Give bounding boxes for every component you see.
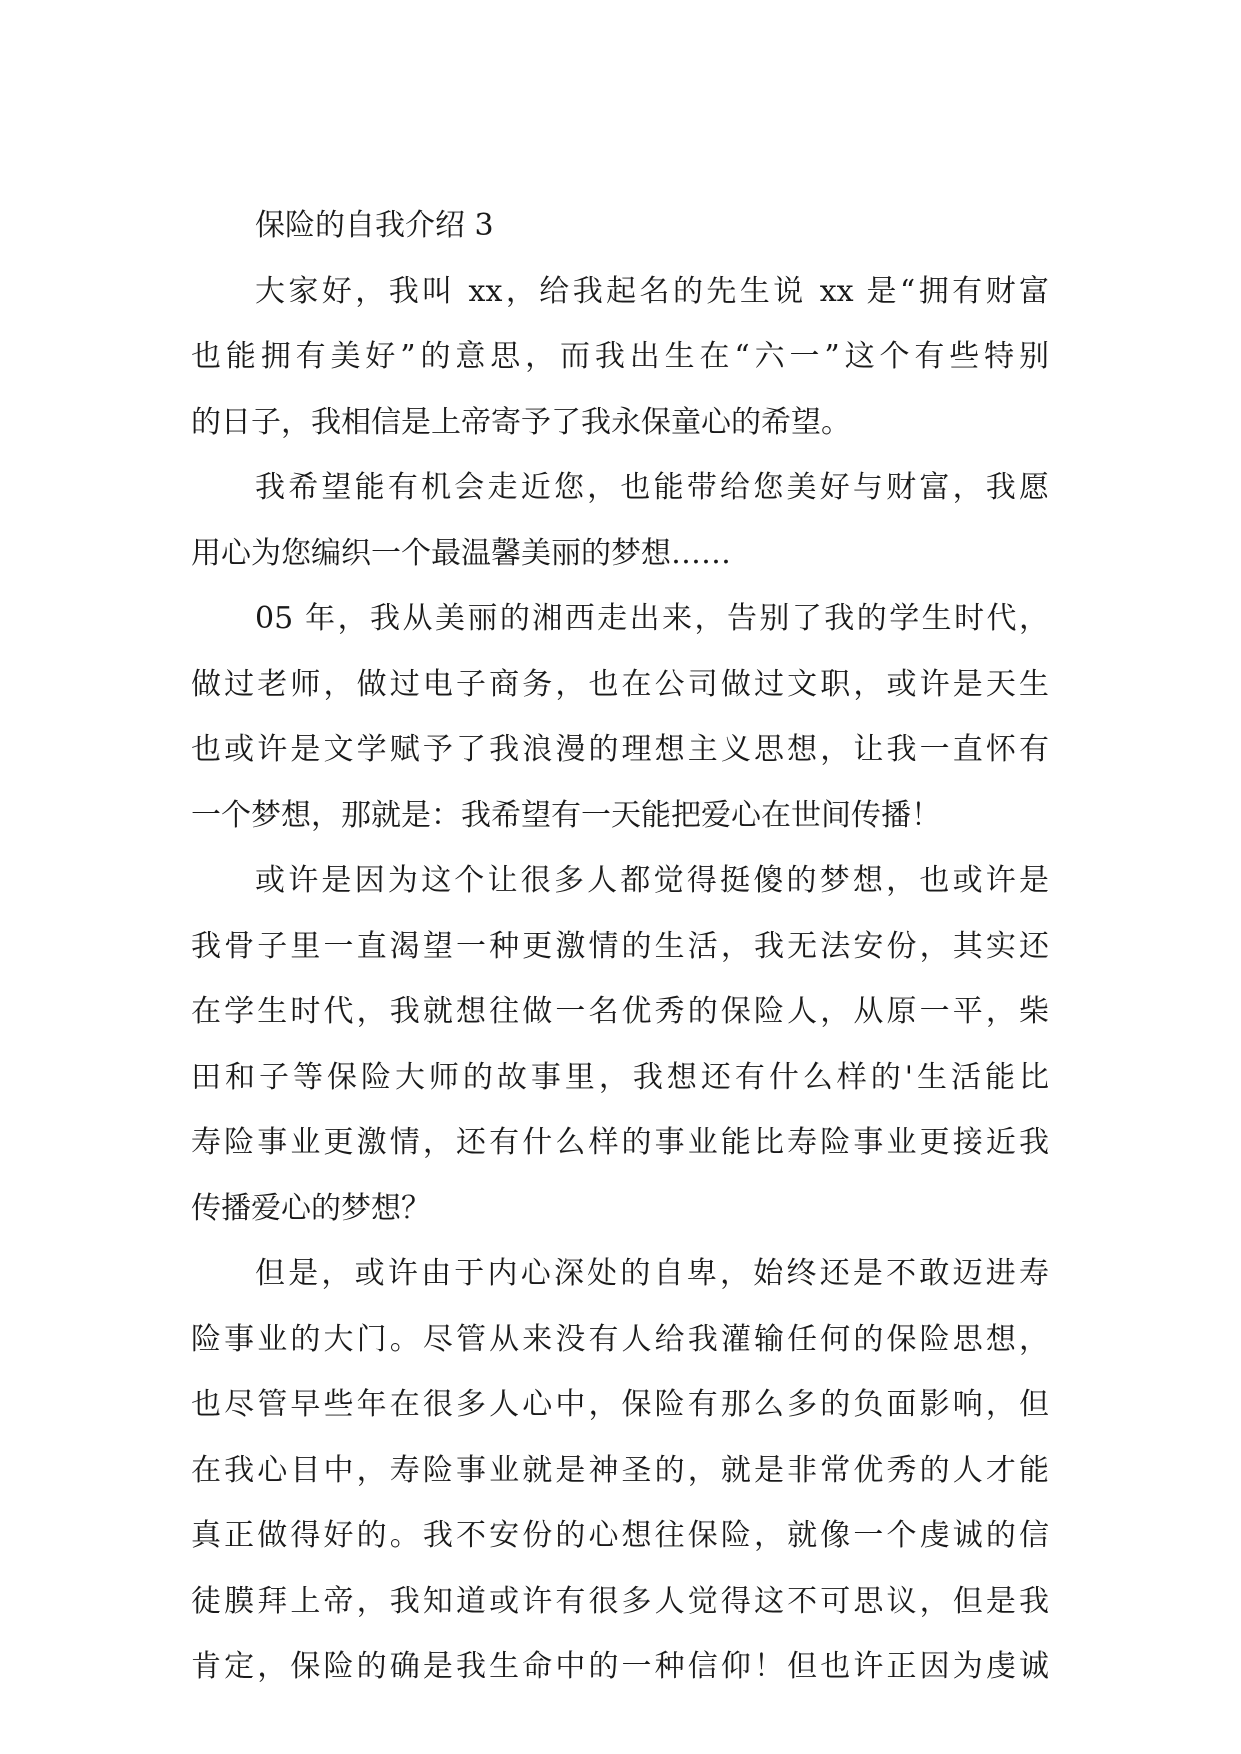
text-line: 寿险事业更激情，还有什么样的事业能比寿险事业更接近我 [191,1125,1049,1160]
text-line: 我骨子里一直渴望一种更激情的生活，我无法安份，其实还 [191,928,1049,964]
text-line: 肯定，保险的确是我生命中的一种信仰！但也许正因为虔诚 [191,1649,1049,1684]
paragraph-5 [191,1241,1049,1700]
text-line: 05 年，我从美丽的湘西走出来，告别了我的学生时代， [255,601,1049,636]
text-line: 也或许是文学赋予了我浪漫的理想主义思想，让我一直怀有 [191,732,1049,767]
text-line: 但是，或许由于内心深处的自卑，始终还是不敢迈进寿 [255,1256,1049,1291]
text-line: 我希望能有机会走近您，也能带给您美好与财富，我愿 [255,470,1049,505]
document-title: 保险的自我介绍 3 [255,208,494,243]
text-line: 或许是因为这个让很多人都觉得挺傻的梦想，也或许是 [255,863,1049,898]
text-line: 大家好，我叫 xx，给我起名的先生说 xx 是“拥有财富 [255,273,1049,309]
document-body [191,193,1049,1700]
text-line: 徒膜拜上帝，我知道或许有很多人觉得这不可思议，但是我 [191,1583,1049,1619]
paragraph-1 [191,259,1049,456]
paragraph-2 [191,455,1049,586]
text-line: 用心为您编织一个最温馨美丽的梦想…… [191,535,731,571]
text-line: 一个梦想，那就是：我希望有一天能把爱心在世间传播！ [191,797,941,833]
text-line: 真正做得好的。我不安份的心想往保险，就像一个虔诚的信 [191,1518,1049,1553]
text-line: 做过老师，做过电子商务，也在公司做过文职，或许是天生 [191,666,1049,702]
paragraph-4 [191,848,1049,1241]
text-line: 也能拥有美好”的意思，而我出生在“六一”这个有些特别 [191,339,1049,374]
text-line: 险事业的大门。尽管从来没有人给我灌输任何的保险思想， [191,1321,1049,1357]
text-line: 田和子等保险大师的故事里，我想还有什么样的'生活能比 [191,1059,1049,1095]
text-line: 的日子，我相信是上帝寄予了我永保童心的希望。 [191,404,851,440]
text-line: 在我心目中，寿险事业就是神圣的，就是非常优秀的人才能 [191,1452,1049,1488]
paragraph-3 [191,586,1049,848]
text-line: 也尽管早些年在很多人心中，保险有那么多的负面影响，但 [191,1387,1049,1422]
text-line: 传播爱心的梦想？ [191,1190,431,1226]
text-line: 在学生时代，我就想往做一名优秀的保险人，从原一平，柴 [191,994,1049,1029]
